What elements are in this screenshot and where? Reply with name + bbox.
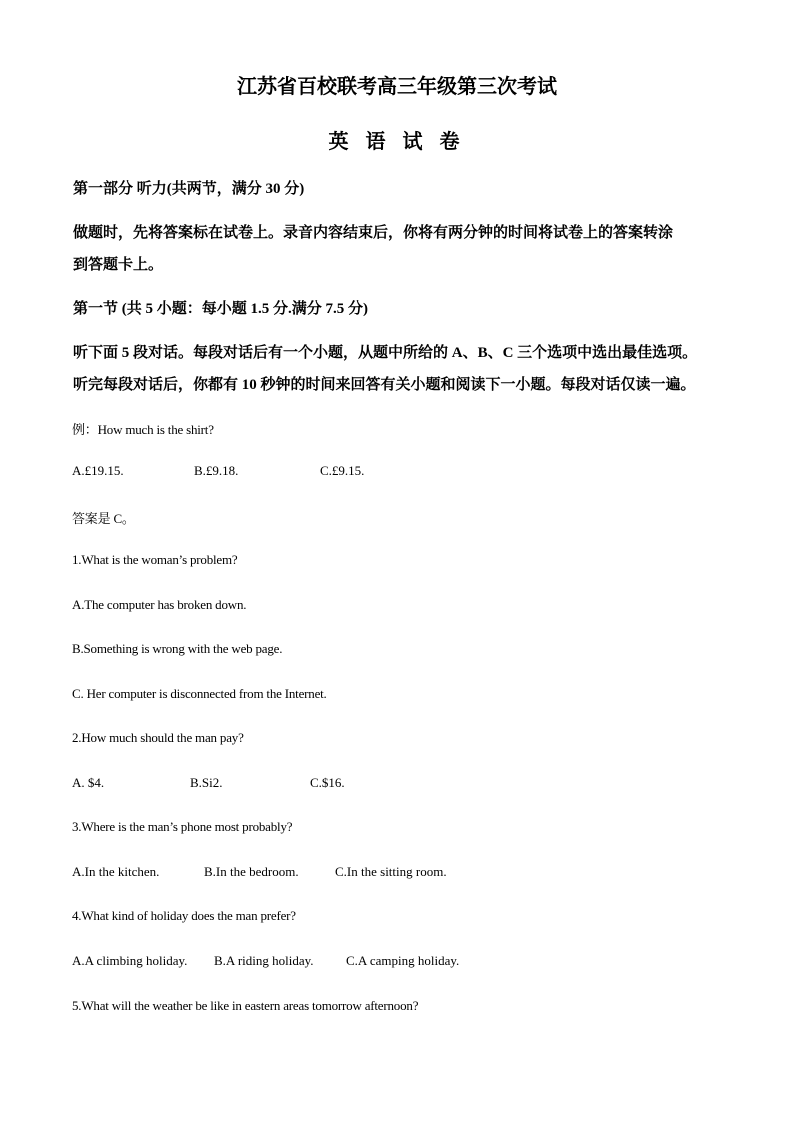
question-2-option-c: C.$16. [310, 775, 345, 790]
question-4-option-c: C.A camping holiday. [346, 953, 460, 968]
part1-instruction-line1: 做题时，先将答案标在试卷上。录音内容结束后，你将有两分钟的时间将试卷上的答案转涂 [73, 225, 674, 241]
question-4-option-b: B.A riding holiday. [214, 953, 314, 968]
exam-title: 江苏省百校联考高三年级第三次考试 [237, 76, 557, 98]
part1-instruction-line2: 到答题卡上。 [73, 257, 164, 273]
example-option-a: A.£19.15. [72, 463, 124, 478]
question-3-option-b: B.In the bedroom. [204, 864, 299, 879]
question-3-option-c: C.In the sitting room. [335, 864, 447, 879]
question-2: 2.How much should the man pay? [72, 730, 244, 745]
exam-subtitle: 英 语 试 卷 [328, 131, 466, 153]
section1-instruction-line1: 听下面 5 段对话。每段对话后有一个小题，从题中所给的 A、B、C 三个选项中选出最佳选项。 [73, 345, 698, 361]
example-answer: 答案是 C。 [72, 511, 135, 526]
part1-heading: 第一部分 听力(共两节，满分 30 分) [73, 181, 305, 197]
question-1-option-a: A.The computer has broken down. [72, 597, 247, 612]
section1-instruction-line2: 听完每段对话后，你都有 10 秒钟的时间来回答有关小题和阅读下一小题。每段对话仅读一遍。 [73, 377, 696, 393]
question-2-option-b: B.Si2. [190, 775, 223, 790]
question-4-option-a: A.A climbing holiday. [72, 953, 188, 968]
question-2-option-a: A. $4. [72, 775, 105, 790]
question-3-option-a: A.In the kitchen. [72, 864, 160, 879]
section1-heading: 第一节 (共 5 小题：每小题 1.5 分.满分 7.5 分) [73, 301, 368, 317]
question-1-option-b: B.Something is wrong with the web page. [72, 641, 283, 656]
question-5: 5.What will the weather be like in eastern areas tomorrow afternoon? [72, 998, 419, 1013]
question-1: 1.What is the woman’s problem? [72, 552, 238, 567]
example-option-b: B.£9.18. [194, 463, 239, 478]
example-option-c: C.£9.15. [320, 463, 365, 478]
question-1-option-c: C. Her computer is disconnected from the Internet. [72, 686, 327, 701]
question-4: 4.What kind of holiday does the man prefer? [72, 908, 296, 923]
example-question: 例：How much is the shirt? [72, 422, 214, 437]
question-3: 3.Where is the man’s phone most probably? [72, 819, 293, 834]
